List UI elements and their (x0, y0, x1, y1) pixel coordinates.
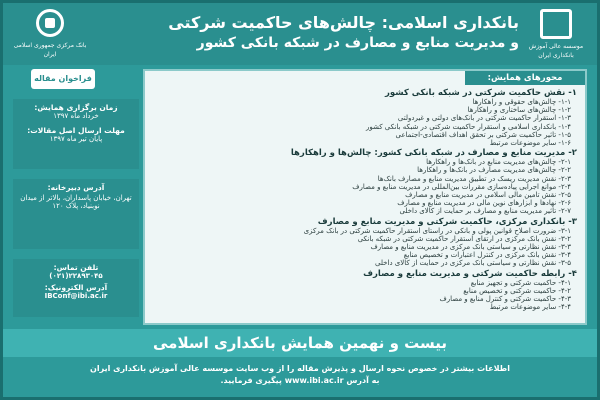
topics-title: محورهای همایش: (465, 71, 585, 85)
institute-logo-text: موسسه عالی آموزش بانکداری ایران (528, 43, 584, 59)
central-bank-logo-text: بانک مرکزی جمهوری اسلامی ایران (13, 42, 87, 58)
contact-box (13, 259, 139, 317)
topic-item: ۳-۴- نقش بانک مرکزی در کنترل اعتبارات و تخصیص منابع (403, 251, 571, 260)
conference-date-value: خرداد ماه ۱۳۹۷ (53, 112, 99, 120)
topic-item: ۲-۴- موانع اجرایی پیاده‌سازی مقررات بین‌المللی در مدیریت منابع و مصارف (352, 182, 571, 191)
topic-item: ۳-۲- نقش بانک مرکزی در ارتقای استقرار حاکمیت شرکتی در شبکه بانکی (357, 234, 571, 243)
more-info (23, 363, 577, 387)
dates-box (13, 99, 139, 169)
poster-header (3, 3, 597, 65)
deadline-title: مهلت ارسال اصل مقالات: (27, 126, 125, 135)
topic-item: ۴-۲- حاکمیت شرکتی و تخصیص منابع (463, 286, 571, 295)
topic-item: ۲-۳- نقش مدیریت ریسک در تطبیق مدیریت منابع و مصارف بانک‌ها (377, 174, 571, 183)
phone-value: (۰۲۱)۲۲۸۹۳۰۴۵ (49, 272, 103, 280)
more-info-prefix: به آدرس (346, 376, 380, 385)
topic-item: ۳-۳- نقش نظارتی و سیاستی بانک مرکزی در مدیریت منابع و مصارف (370, 243, 571, 252)
more-info-line2 (23, 375, 577, 387)
topic-item: ۱-۴- بانکداری اسلامی و استقرار حاکمیت شرکتی در شبکه بانکی کشور (365, 122, 571, 131)
topic-item: ۲-۱- چالش‌های مدیریت منابع در بانک‌ها و راهکارها (426, 158, 571, 167)
address-box (13, 179, 139, 249)
info-column (13, 69, 139, 319)
central-bank-emblem-icon (36, 9, 64, 37)
poster-title-line2: و مدیریت منابع و مصارف در شبکه بانکی کشور (196, 35, 519, 51)
topic-section-heading: ۴- رابطه حاکمیت شرکتی و مدیریت منابع و مصارف (363, 268, 577, 279)
topics-panel (143, 69, 587, 325)
phone-title: تلفن تماس: (53, 263, 99, 272)
conference-date-title: زمان برگزاری همایش: (34, 103, 118, 112)
topic-section-heading: ۲- مدیریت منابع و مصارف در شبکه بانکی کشور: چالش‌ها و راهکارها (290, 148, 577, 159)
topic-item: ۲-۶- نهادها و ابزارهای نوین مالی در مدیریت منابع و مصارف (397, 199, 571, 208)
topic-item: ۴-۱- حاکمیت شرکتی و تجهیز منابع (470, 278, 571, 287)
institute-emblem-icon (540, 9, 572, 39)
email-title: آدرس الکترونیک: (44, 283, 108, 292)
topic-item: ۱-۱- چالش‌های حقوقی و راهکارها (472, 98, 571, 106)
institute-logo (523, 9, 589, 57)
deadline-value: پایان تیر ماه ۱۳۹۷ (49, 135, 103, 143)
topic-item: ۱-۳- استقرار حاکمیت شرکتی در بانک‌های دولتی و غیردولتی (397, 114, 571, 123)
topic-section-heading: ۱- نقش حاکمیت شرکتی در شبکه بانکی کشور (385, 88, 577, 98)
topic-item: ۱-۲- چالش‌های ساختاری و راهکارها (467, 106, 571, 115)
poster-title-line1: بانکداری اسلامی: چالش‌های حاکمیت شرکتی (168, 13, 519, 32)
conference-banner: بیست و نهمین همایش بانکداری اسلامی (3, 329, 597, 357)
topics-list (153, 87, 577, 321)
topic-item: ۲-۲- چالش‌های مدیریت مصارف در بانک‌ها و راهکارها (417, 166, 571, 175)
topic-item: ۱-۵- تأثیر حاکمیت شرکتی بر تحقق اهداف اقتصادی-اجتماعی (395, 130, 571, 139)
topic-item: ۴-۳- حاکمیت شرکتی و کنترل منابع و مصارف (439, 295, 571, 304)
address-value: تهران، خیابان پاسداران، بالاتر از میدان نوبنیاد، پلاک ۱۲۰ (20, 194, 132, 210)
more-info-suffix: پیگیری فرمایید. (220, 376, 282, 385)
topic-item: ۱-۶- سایر موضوعات مرتبط (489, 139, 571, 148)
topic-item: ۳-۵- نقش نظارتی و سیاستی بانک مرکزی در حمایت از کالای داخلی (375, 259, 571, 268)
website-link[interactable]: www.ibi.ac.ir (284, 376, 344, 385)
topic-item: ۲-۷- تأثیر مدیریت منابع و مصارف بر حمایت از کالای داخلی (399, 207, 571, 216)
address-title: آدرس دبیرخانه: (47, 183, 105, 192)
central-bank-logo (11, 9, 89, 59)
more-info-line1: اطلاعات بیشتر در خصوص نحوه ارسال و پذیرش مقاله را از وب سایت موسسه عالی آموزش بانکداری ایران (90, 364, 510, 373)
call-for-papers-label: فراخوان مقاله (31, 69, 95, 89)
email-value[interactable]: IBConf@ibi.ac.ir (44, 292, 108, 300)
topic-item: ۲-۵- نقش تأمین مالی اسلامی در مدیریت منابع و مصارف (405, 191, 571, 200)
poster-title (153, 13, 519, 53)
topic-item: ۳-۱- ضرورت اصلاح قوانین پولی و بانکی در راستای استقرار حاکمیت شرکتی در بانک مرکزی (303, 226, 571, 235)
topic-section-heading: ۳- بانکداری مرکزی، حاکمیت شرکتی و مدیریت منابع و مصارف (317, 216, 577, 227)
topic-item: ۴-۴- سایر موضوعات مرتبط (489, 303, 571, 312)
